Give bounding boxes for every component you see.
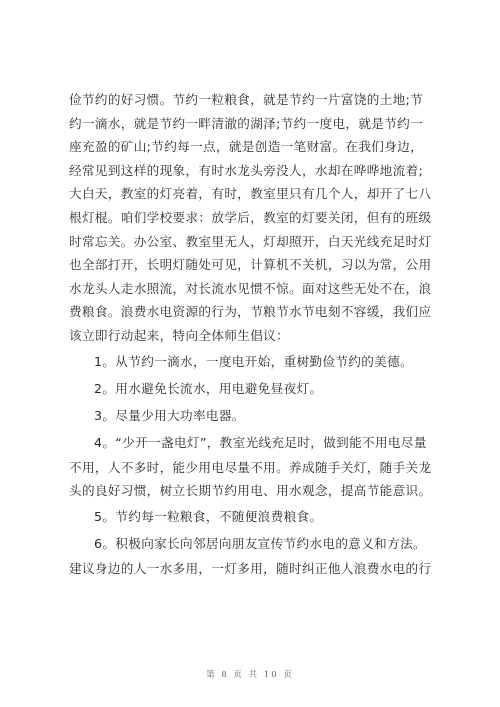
page-number-footer: 第 8 页 共 10 页: [206, 670, 294, 680]
proposal-line: 4。“少开一盏电灯”，教室光线充足时，做到能不用电尽量: [94, 434, 427, 450]
paragraph-line: 俭节约的好习惯。节约一粒粮食，就是节约一片富饶的土地;节: [69, 92, 424, 107]
paragraph-line: 水龙头人走水照流，对长流水见惯不惊。面对这些无处不在，浪: [69, 280, 431, 296]
proposal-line: 5。节约每一粒粮食，不随便浪费粮食。: [94, 508, 323, 524]
paragraph-line: 时常忘关。办公室、教室里无人，灯却照开，白天光线充足时灯: [69, 233, 431, 249]
proposal-line: 3。尽量少用大功率电器。: [94, 407, 245, 423]
paragraph-line: 约一滴水，就是节约一畔清澈的湖泽;节约一度电，就是节约一: [69, 115, 424, 131]
paragraph-line: 座充盈的矿山;节约每一点，就是创造一笔财富。在我们身边，: [69, 139, 424, 155]
proposal-item-2: [69, 375, 431, 402]
proposal-line: 2。用水避免长流水，用电避免昼夜灯。: [94, 380, 323, 396]
proposal-item-5: [69, 503, 431, 530]
proposal-line: 1。从节约一滴水，一度电开始，重树勤俭节约的美德。: [94, 353, 414, 369]
proposal-item-1: [69, 348, 431, 375]
proposal-line: 6。积极向家长向邻居向朋友宣传节约水电的意义和方法。: [94, 535, 426, 551]
proposal-line: 建议身边的人一水多用，一灯多用，随时纠正他人浪费水电的行: [69, 560, 431, 576]
proposal-line: 不用，人不多时，能少用电尽量不用。养成随手关灯，随手关龙: [69, 459, 431, 475]
paragraph-line: 经常见到这样的现象，有时水龙头旁没人，水却在哗哗地流着;: [69, 162, 424, 178]
paragraph-line: 大白天，教室的灯亮着，有时，教室里只有几个人，却开了七八: [69, 186, 431, 202]
paragraph-line: 也全部打开，长明灯随处可见，计算机不关机，习以为常，公用: [69, 257, 431, 273]
proposal-item-3: [69, 402, 431, 429]
paragraph-line: 根灯棍。咱们学校要求：放学后，教室的灯要关闭，但有的班级: [69, 209, 431, 225]
paragraph-line: 该立即行动起来，特向全体师生倡议：: [69, 327, 290, 343]
body-text: [69, 88, 431, 580]
intro-paragraph: [69, 88, 431, 348]
proposal-item-6: [69, 530, 431, 581]
proposal-item-4: [69, 429, 431, 503]
proposal-line: 头的良好习惯，树立长期节约用电、用水观念，提高节能意识。: [69, 483, 431, 499]
paragraph-line: 费粮食。浪费水电资源的行为，节粮节水节电刻不容缓，我们应: [69, 304, 431, 320]
